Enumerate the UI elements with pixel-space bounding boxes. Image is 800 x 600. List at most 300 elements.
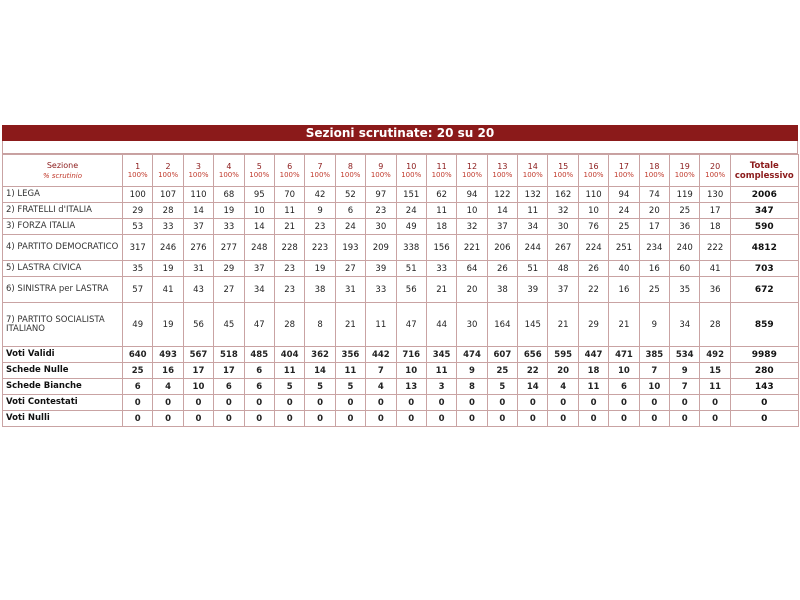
- vote-cell: 56: [183, 303, 213, 347]
- vote-cell: 20: [639, 203, 669, 219]
- section-percent: 100%: [492, 170, 513, 179]
- section-percent: 100%: [218, 170, 239, 179]
- section-number: 20: [710, 161, 721, 171]
- vote-cell: 57: [123, 277, 153, 303]
- vote-cell: 21: [335, 303, 365, 347]
- total-cell: 590: [730, 219, 798, 235]
- section-percent: 100%: [279, 170, 300, 179]
- table-header-row: [3, 155, 799, 187]
- page-title: Sezioni scrutinate: 20 su 20: [2, 125, 798, 141]
- vote-cell: 345: [426, 347, 456, 363]
- vote-cell: 24: [609, 203, 639, 219]
- vote-cell: 0: [153, 411, 183, 427]
- vote-cell: 0: [426, 395, 456, 411]
- total-cell: 280: [730, 363, 798, 379]
- vote-cell: 9: [457, 363, 487, 379]
- section-percent: 100%: [522, 170, 543, 179]
- vote-cell: 37: [487, 219, 517, 235]
- vote-cell: 30: [366, 219, 396, 235]
- vote-cell: 0: [518, 411, 548, 427]
- vote-cell: 119: [670, 187, 700, 203]
- vote-cell: 45: [214, 303, 244, 347]
- vote-cell: 32: [457, 219, 487, 235]
- total-cell: 703: [730, 261, 798, 277]
- vote-cell: 0: [518, 395, 548, 411]
- vote-cell: 53: [123, 219, 153, 235]
- vote-cell: 41: [153, 277, 183, 303]
- vote-cell: 14: [518, 379, 548, 395]
- vote-cell: 14: [183, 203, 213, 219]
- vote-cell: 35: [670, 277, 700, 303]
- vote-cell: 0: [639, 395, 669, 411]
- section-number: 4: [226, 161, 232, 171]
- vote-cell: 0: [670, 395, 700, 411]
- vote-cell: 52: [335, 187, 365, 203]
- vote-cell: 26: [578, 261, 608, 277]
- vote-cell: 110: [183, 187, 213, 203]
- vote-cell: 32: [548, 203, 578, 219]
- vote-cell: 0: [578, 411, 608, 427]
- vote-cell: 94: [457, 187, 487, 203]
- vote-cell: 10: [457, 203, 487, 219]
- vote-cell: 17: [183, 363, 213, 379]
- vote-cell: 0: [639, 411, 669, 427]
- section-number: 19: [679, 161, 690, 171]
- vote-cell: 5: [487, 379, 517, 395]
- section-percent: 100%: [158, 170, 179, 179]
- vote-cell: 68: [214, 187, 244, 203]
- vote-cell: 244: [518, 235, 548, 261]
- vote-cell: 246: [153, 235, 183, 261]
- vote-cell: 11: [366, 303, 396, 347]
- vote-cell: 37: [548, 277, 578, 303]
- vote-cell: 10: [609, 363, 639, 379]
- table-row: [3, 219, 799, 235]
- vote-cell: 6: [335, 203, 365, 219]
- sezione-label: Sezione: [46, 160, 79, 170]
- vote-cell: 0: [183, 411, 213, 427]
- vote-cell: 29: [123, 203, 153, 219]
- section-percent: 100%: [188, 170, 209, 179]
- vote-cell: 595: [548, 347, 578, 363]
- vote-cell: 27: [335, 261, 365, 277]
- vote-cell: 130: [700, 187, 730, 203]
- vote-cell: 23: [305, 219, 335, 235]
- section-header: [670, 155, 700, 187]
- summary-label: Voti Nulli: [3, 411, 123, 427]
- section-header: [548, 155, 578, 187]
- vote-cell: 223: [305, 235, 335, 261]
- vote-cell: 0: [123, 411, 153, 427]
- vote-cell: 122: [487, 187, 517, 203]
- vote-cell: 6: [609, 379, 639, 395]
- vote-cell: 276: [183, 235, 213, 261]
- section-percent: 100%: [310, 170, 331, 179]
- section-header: [426, 155, 456, 187]
- section-percent: 100%: [705, 170, 726, 179]
- pct-scrutinio-label: % scrutinio: [42, 171, 83, 180]
- vote-cell: 193: [335, 235, 365, 261]
- vote-cell: 30: [548, 219, 578, 235]
- total-cell: 859: [730, 303, 798, 347]
- vote-cell: 25: [639, 277, 669, 303]
- vote-cell: 36: [670, 219, 700, 235]
- vote-cell: 640: [123, 347, 153, 363]
- vote-cell: 492: [700, 347, 730, 363]
- vote-cell: 13: [396, 379, 426, 395]
- vote-cell: 31: [335, 277, 365, 303]
- total-cell: 2006: [730, 187, 798, 203]
- vote-cell: 62: [426, 187, 456, 203]
- vote-cell: 0: [396, 411, 426, 427]
- vote-cell: 0: [274, 395, 304, 411]
- spacer: [2, 141, 798, 154]
- party-name: 3) FORZA ITALIA: [3, 219, 123, 235]
- party-name: 4) PARTITO DEMOCRATICO: [3, 235, 123, 261]
- vote-cell: 38: [487, 277, 517, 303]
- section-number: 14: [527, 161, 538, 171]
- vote-cell: 16: [639, 261, 669, 277]
- vote-cell: 356: [335, 347, 365, 363]
- section-header: [274, 155, 304, 187]
- vote-cell: 39: [366, 261, 396, 277]
- section-number: 15: [558, 161, 569, 171]
- vote-cell: 0: [396, 395, 426, 411]
- vote-cell: 39: [518, 277, 548, 303]
- vote-cell: 10: [244, 203, 274, 219]
- vote-cell: 25: [670, 203, 700, 219]
- vote-cell: 221: [457, 235, 487, 261]
- section-header: [153, 155, 183, 187]
- section-number: 17: [618, 161, 630, 171]
- vote-cell: 100: [123, 187, 153, 203]
- vote-cell: 19: [214, 203, 244, 219]
- vote-cell: 10: [396, 363, 426, 379]
- vote-cell: 11: [335, 363, 365, 379]
- section-number: 13: [497, 161, 508, 171]
- vote-cell: 7: [670, 379, 700, 395]
- vote-cell: 37: [183, 219, 213, 235]
- vote-cell: 94: [609, 187, 639, 203]
- vote-cell: 0: [244, 395, 274, 411]
- totale-header: Totale complessivo: [730, 155, 798, 187]
- section-percent: 100%: [583, 170, 604, 179]
- vote-cell: 17: [700, 203, 730, 219]
- vote-cell: 0: [426, 411, 456, 427]
- vote-cell: 5: [274, 379, 304, 395]
- section-number: 10: [406, 161, 417, 171]
- table-row: [3, 261, 799, 277]
- section-header: [639, 155, 669, 187]
- vote-cell: 0: [548, 395, 578, 411]
- vote-cell: 0: [214, 395, 244, 411]
- vote-cell: 493: [153, 347, 183, 363]
- vote-cell: 25: [123, 363, 153, 379]
- vote-cell: 132: [518, 187, 548, 203]
- vote-cell: 474: [457, 347, 487, 363]
- vote-cell: 0: [214, 411, 244, 427]
- section-percent: 100%: [401, 170, 422, 179]
- party-name: 2) FRATELLI d'ITALIA: [3, 203, 123, 219]
- vote-cell: 11: [274, 203, 304, 219]
- vote-cell: 51: [518, 261, 548, 277]
- vote-cell: 70: [274, 187, 304, 203]
- vote-cell: 14: [244, 219, 274, 235]
- vote-cell: 110: [578, 187, 608, 203]
- vote-cell: 43: [183, 277, 213, 303]
- section-percent: 100%: [370, 170, 391, 179]
- vote-cell: 19: [305, 261, 335, 277]
- vote-cell: 41: [700, 261, 730, 277]
- vote-cell: 47: [244, 303, 274, 347]
- total-cell: 672: [730, 277, 798, 303]
- vote-cell: 0: [457, 395, 487, 411]
- vote-cell: 277: [214, 235, 244, 261]
- section-number: 2: [165, 161, 171, 171]
- table-row: [3, 395, 799, 411]
- section-number: 7: [317, 161, 323, 171]
- vote-cell: 44: [426, 303, 456, 347]
- vote-cell: 6: [244, 363, 274, 379]
- vote-cell: 7: [366, 363, 396, 379]
- vote-cell: 74: [639, 187, 669, 203]
- section-number: 6: [287, 161, 293, 171]
- vote-cell: 0: [153, 395, 183, 411]
- vote-cell: 0: [244, 411, 274, 427]
- table-row: [3, 235, 799, 261]
- section-header: [518, 155, 548, 187]
- vote-cell: 248: [244, 235, 274, 261]
- vote-cell: 23: [274, 261, 304, 277]
- party-name: 6) SINISTRA per LASTRA: [3, 277, 123, 303]
- section-header: [214, 155, 244, 187]
- vote-cell: 33: [153, 219, 183, 235]
- vote-cell: 6: [214, 379, 244, 395]
- section-number: 18: [649, 161, 660, 171]
- section-header: [457, 155, 487, 187]
- vote-cell: 0: [670, 411, 700, 427]
- section-header: [305, 155, 335, 187]
- section-number: 3: [195, 161, 202, 171]
- vote-cell: 656: [518, 347, 548, 363]
- vote-cell: 0: [366, 411, 396, 427]
- party-name: 7) PARTITO SOCIALISTA ITALIANO: [3, 303, 123, 347]
- vote-cell: 471: [609, 347, 639, 363]
- vote-cell: 0: [700, 411, 730, 427]
- vote-cell: 40: [609, 261, 639, 277]
- section-percent: 100%: [461, 170, 482, 179]
- vote-cell: 37: [244, 261, 274, 277]
- vote-cell: 0: [335, 395, 365, 411]
- vote-cell: 0: [457, 411, 487, 427]
- results-table: [2, 154, 799, 427]
- vote-cell: 20: [548, 363, 578, 379]
- total-cell: 347: [730, 203, 798, 219]
- vote-cell: 20: [457, 277, 487, 303]
- vote-cell: 0: [609, 411, 639, 427]
- vote-cell: 0: [335, 411, 365, 427]
- vote-cell: 16: [609, 277, 639, 303]
- section-percent: 100%: [249, 170, 270, 179]
- vote-cell: 0: [609, 395, 639, 411]
- section-percent: 100%: [127, 170, 148, 179]
- vote-cell: 17: [214, 363, 244, 379]
- vote-cell: 0: [305, 411, 335, 427]
- vote-cell: 18: [426, 219, 456, 235]
- vote-cell: 95: [244, 187, 274, 203]
- vote-cell: 18: [578, 363, 608, 379]
- vote-cell: 31: [183, 261, 213, 277]
- vote-cell: 15: [700, 363, 730, 379]
- table-row: [3, 203, 799, 219]
- vote-cell: 251: [609, 235, 639, 261]
- total-cell: 4812: [730, 235, 798, 261]
- vote-cell: 11: [274, 363, 304, 379]
- vote-cell: 206: [487, 235, 517, 261]
- vote-cell: 222: [700, 235, 730, 261]
- sezione-header: [3, 155, 123, 187]
- section-percent: 100%: [644, 170, 665, 179]
- vote-cell: 48: [548, 261, 578, 277]
- vote-cell: 3: [426, 379, 456, 395]
- vote-cell: 27: [214, 277, 244, 303]
- vote-cell: 28: [700, 303, 730, 347]
- vote-cell: 0: [123, 395, 153, 411]
- vote-cell: 607: [487, 347, 517, 363]
- section-header: [335, 155, 365, 187]
- vote-cell: 22: [518, 363, 548, 379]
- vote-cell: 442: [366, 347, 396, 363]
- vote-cell: 33: [366, 277, 396, 303]
- vote-cell: 97: [366, 187, 396, 203]
- vote-cell: 23: [274, 277, 304, 303]
- vote-cell: 11: [426, 363, 456, 379]
- section-header: [244, 155, 274, 187]
- vote-cell: 5: [335, 379, 365, 395]
- vote-cell: 24: [396, 203, 426, 219]
- vote-cell: 485: [244, 347, 274, 363]
- vote-cell: 26: [487, 261, 517, 277]
- vote-cell: 317: [123, 235, 153, 261]
- vote-cell: 21: [609, 303, 639, 347]
- vote-cell: 267: [548, 235, 578, 261]
- vote-cell: 33: [426, 261, 456, 277]
- table-row: [3, 363, 799, 379]
- section-number: 5: [256, 161, 262, 171]
- vote-cell: 0: [183, 395, 213, 411]
- summary-label: Schede Nulle: [3, 363, 123, 379]
- vote-cell: 28: [153, 203, 183, 219]
- vote-cell: 716: [396, 347, 426, 363]
- vote-cell: 164: [487, 303, 517, 347]
- section-number: 9: [378, 161, 384, 171]
- section-percent: 100%: [553, 170, 574, 179]
- vote-cell: 14: [305, 363, 335, 379]
- vote-cell: 9: [639, 303, 669, 347]
- vote-cell: 0: [548, 411, 578, 427]
- vote-cell: 8: [457, 379, 487, 395]
- vote-cell: 518: [214, 347, 244, 363]
- vote-cell: 0: [305, 395, 335, 411]
- vote-cell: 10: [183, 379, 213, 395]
- vote-cell: 51: [396, 261, 426, 277]
- vote-cell: 64: [457, 261, 487, 277]
- vote-cell: 6: [244, 379, 274, 395]
- total-cell: 0: [730, 411, 798, 427]
- section-header: [366, 155, 396, 187]
- vote-cell: 19: [153, 303, 183, 347]
- vote-cell: 11: [700, 379, 730, 395]
- vote-cell: 34: [518, 219, 548, 235]
- total-cell: 0: [730, 395, 798, 411]
- table-row: [3, 411, 799, 427]
- vote-cell: 34: [244, 277, 274, 303]
- section-header: [183, 155, 213, 187]
- vote-cell: 404: [274, 347, 304, 363]
- vote-cell: 0: [274, 411, 304, 427]
- vote-cell: 28: [274, 303, 304, 347]
- summary-label: Schede Bianche: [3, 379, 123, 395]
- vote-cell: 34: [670, 303, 700, 347]
- section-header: [578, 155, 608, 187]
- vote-cell: 9: [305, 203, 335, 219]
- results-body: [3, 187, 799, 427]
- vote-cell: 5: [305, 379, 335, 395]
- vote-cell: 49: [123, 303, 153, 347]
- section-header: [609, 155, 639, 187]
- vote-cell: 11: [518, 203, 548, 219]
- section-header: [123, 155, 153, 187]
- total-cell: 143: [730, 379, 798, 395]
- vote-cell: 447: [578, 347, 608, 363]
- vote-cell: 36: [700, 277, 730, 303]
- vote-cell: 567: [183, 347, 213, 363]
- vote-cell: 385: [639, 347, 669, 363]
- vote-cell: 25: [609, 219, 639, 235]
- vote-cell: 60: [670, 261, 700, 277]
- summary-label: Voti Contestati: [3, 395, 123, 411]
- vote-cell: 0: [700, 395, 730, 411]
- table-row: [3, 187, 799, 203]
- vote-cell: 33: [214, 219, 244, 235]
- vote-cell: 29: [578, 303, 608, 347]
- section-number: 12: [466, 161, 478, 171]
- section-number: 1: [135, 161, 141, 171]
- section-number: 11: [436, 161, 447, 171]
- vote-cell: 30: [457, 303, 487, 347]
- vote-cell: 56: [396, 277, 426, 303]
- section-header: [396, 155, 426, 187]
- vote-cell: 21: [548, 303, 578, 347]
- section-number: 8: [347, 161, 353, 171]
- section-percent: 100%: [431, 170, 452, 179]
- vote-cell: 0: [487, 411, 517, 427]
- vote-cell: 8: [305, 303, 335, 347]
- vote-cell: 338: [396, 235, 426, 261]
- vote-cell: 7: [639, 363, 669, 379]
- vote-cell: 151: [396, 187, 426, 203]
- vote-cell: 21: [274, 219, 304, 235]
- section-header: [700, 155, 730, 187]
- table-row: [3, 347, 799, 363]
- vote-cell: 11: [426, 203, 456, 219]
- vote-cell: 76: [578, 219, 608, 235]
- vote-cell: 16: [153, 363, 183, 379]
- vote-cell: 362: [305, 347, 335, 363]
- vote-cell: 21: [426, 277, 456, 303]
- vote-cell: 10: [639, 379, 669, 395]
- section-header: [487, 155, 517, 187]
